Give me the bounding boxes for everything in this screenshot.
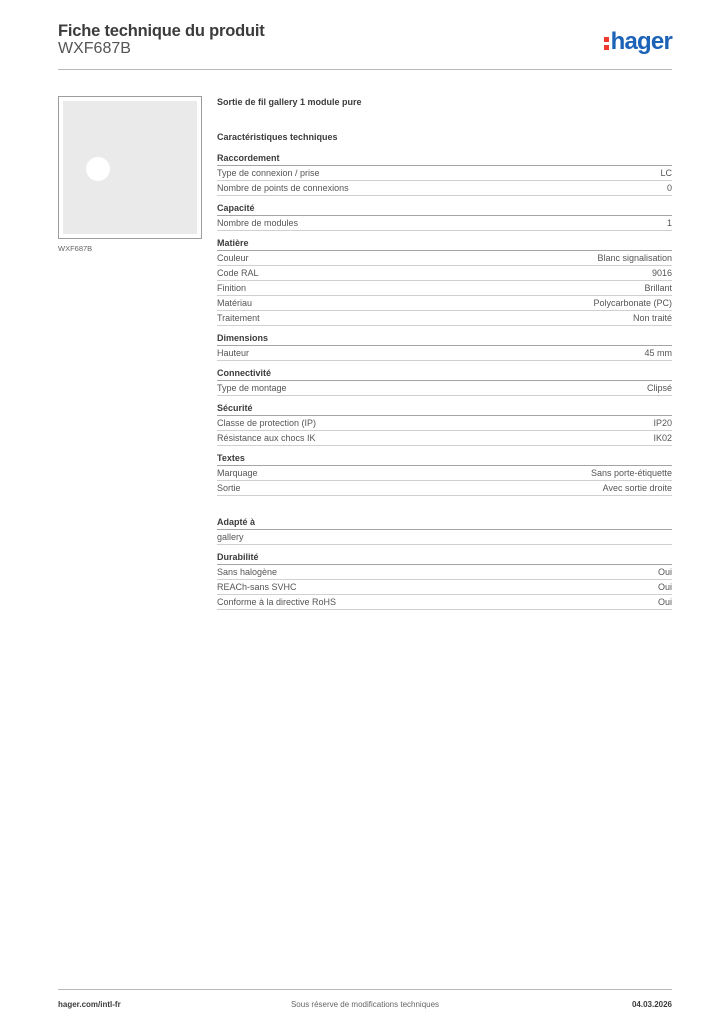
- spec-label: Matériau: [217, 298, 253, 308]
- page-title: Fiche technique du produit: [58, 22, 265, 40]
- spec-label: Conforme à la directive RoHS: [217, 597, 337, 607]
- spec-content: [217, 95, 672, 610]
- spec-group: [217, 152, 672, 196]
- spec-value: Oui: [657, 567, 672, 577]
- spec-row: [217, 296, 672, 311]
- spec-label: REACh-sans SVHC: [217, 582, 297, 592]
- spec-group-title: Capacité: [217, 202, 672, 216]
- cable-hole: [86, 157, 110, 181]
- page-header: [58, 20, 672, 70]
- spec-group-title: Matière: [217, 237, 672, 251]
- spec-row: [217, 281, 672, 296]
- spec-group: [217, 516, 672, 545]
- spec-row: [217, 266, 672, 281]
- product-name: Sortie de fil gallery 1 module pure: [217, 97, 362, 107]
- spec-value: Polycarbonate (PC): [593, 298, 672, 308]
- spec-label: Nombre de modules: [217, 218, 299, 228]
- spec-group: [217, 332, 672, 361]
- footer-date: 04.03.2026: [631, 1000, 672, 1009]
- spec-row: [217, 251, 672, 266]
- spec-row: [217, 580, 672, 595]
- spec-group: [217, 402, 672, 446]
- spec-row: [217, 311, 672, 326]
- hager-logo: [604, 28, 672, 56]
- spec-row: [217, 431, 672, 446]
- spec-label: Nombre de points de connexions: [217, 183, 349, 193]
- spec-value: 9016: [651, 268, 672, 278]
- product-image: [58, 96, 202, 239]
- logo-dots-icon: [604, 37, 610, 53]
- logo-text: hager: [610, 28, 672, 55]
- spec-row: [217, 466, 672, 481]
- spec-value: Clipsé: [646, 383, 672, 393]
- spec-value: Brillant: [644, 283, 672, 293]
- spec-row: [217, 181, 672, 196]
- spec-label: Hauteur: [217, 348, 250, 358]
- spec-label: Type de montage: [217, 383, 287, 393]
- spec-value: Blanc signalisation: [597, 253, 672, 263]
- spec-row: [217, 595, 672, 610]
- spec-groups: [217, 152, 672, 610]
- spec-row: [217, 216, 672, 231]
- spec-value: 0: [666, 183, 672, 193]
- spec-row: [217, 166, 672, 181]
- spec-value: Oui: [657, 582, 672, 592]
- spec-group: [217, 237, 672, 326]
- spec-value: IP20: [653, 418, 672, 428]
- spec-label: Sortie: [217, 483, 241, 493]
- spec-label: Sans halogène: [217, 567, 278, 577]
- spec-label: Traitement: [217, 313, 260, 323]
- spec-label: Marquage: [217, 468, 258, 478]
- page-footer: [58, 989, 672, 1014]
- spec-row: [217, 346, 672, 361]
- spec-group-title: Sécurité: [217, 402, 672, 416]
- spec-value: Non traité: [632, 313, 672, 323]
- spec-label: gallery: [217, 532, 244, 542]
- spec-value: Avec sortie droite: [602, 483, 672, 493]
- spec-row: [217, 416, 672, 431]
- spec-label: Finition: [217, 283, 247, 293]
- spec-group-title: Adapté à: [217, 516, 672, 530]
- spec-group: [217, 452, 672, 496]
- spec-row: [217, 565, 672, 580]
- footer-notice: Sous réserve de modifications techniques: [290, 1000, 440, 1009]
- wire-outlet-plate: [63, 101, 197, 234]
- spec-label: Couleur: [217, 253, 249, 263]
- spec-value: 1: [666, 218, 672, 228]
- spec-value: IK02: [653, 433, 672, 443]
- spec-group: [217, 202, 672, 231]
- product-reference: WXF687B: [58, 40, 131, 57]
- spec-group-title: Raccordement: [217, 152, 672, 166]
- spec-row: [217, 530, 672, 545]
- spec-value: Sans porte-étiquette: [590, 468, 672, 478]
- spec-value: LC: [660, 168, 672, 178]
- image-caption: WXF687B: [58, 244, 93, 253]
- spec-label: Type de connexion / prise: [217, 168, 320, 178]
- spec-group-title: Connectivité: [217, 367, 672, 381]
- spec-label: Résistance aux chocs IK: [217, 433, 316, 443]
- footer-website: hager.com/intl-fr: [58, 1000, 121, 1009]
- spec-label: Classe de protection (IP): [217, 418, 317, 428]
- spec-row: [217, 481, 672, 496]
- spec-value: 45 mm: [644, 348, 672, 358]
- spec-group-title: Textes: [217, 452, 672, 466]
- spec-row: [217, 381, 672, 396]
- specs-heading: Caractéristiques techniques: [217, 132, 338, 142]
- spec-group: [217, 551, 672, 610]
- spec-group-title: Durabilité: [217, 551, 672, 565]
- spec-group-title: Dimensions: [217, 332, 672, 346]
- spec-group: [217, 367, 672, 396]
- spec-value: Oui: [657, 597, 672, 607]
- spec-label: Code RAL: [217, 268, 259, 278]
